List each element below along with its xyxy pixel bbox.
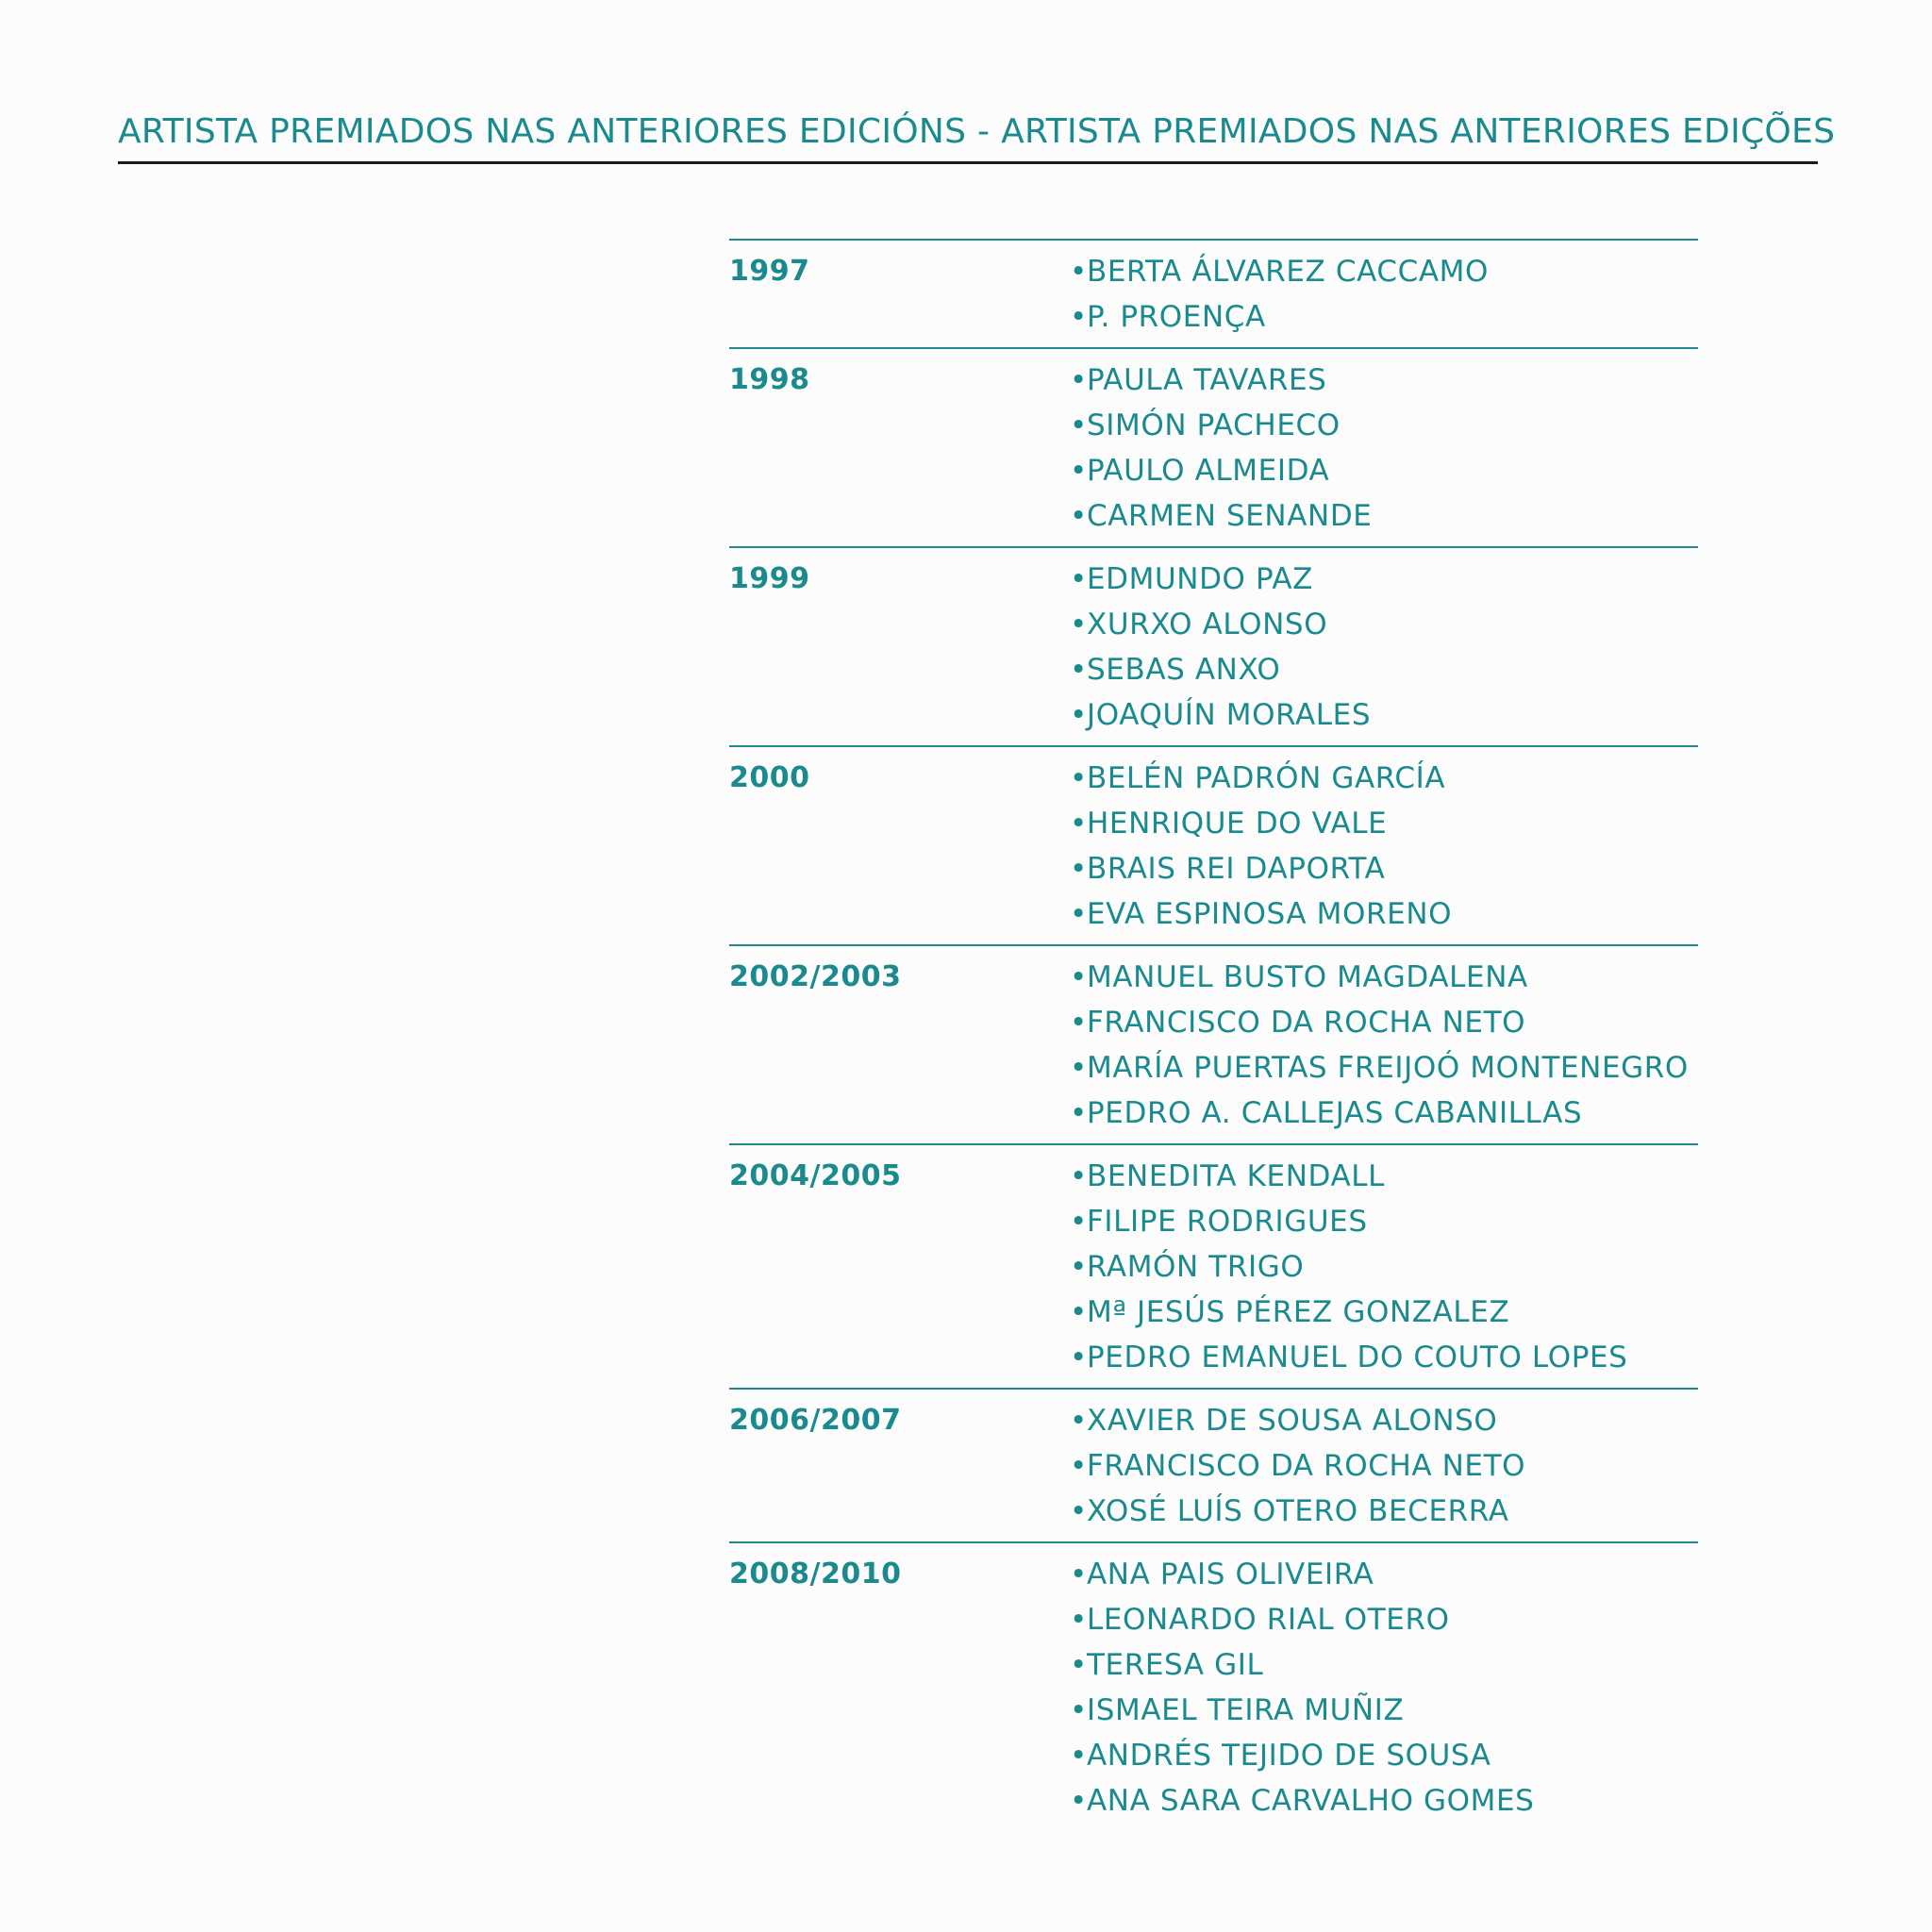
bullet-icon: • [1070, 454, 1088, 488]
artist-name: XOSÉ LUÍS OTERO BECERRA [1087, 1494, 1509, 1528]
artist-item [1070, 358, 1372, 403]
artist-list [1070, 1398, 1525, 1534]
bullet-icon: • [1070, 698, 1088, 732]
title-divider [118, 161, 1818, 164]
artist-item [1070, 294, 1489, 340]
bullet-icon: • [1070, 1603, 1088, 1637]
artist-name: ANDRÉS TEJIDO DE SOUSA [1087, 1739, 1491, 1773]
artist-name: PAULO ALMEIDA [1087, 454, 1330, 488]
artist-item [1070, 1290, 1627, 1335]
artist-list [1070, 1154, 1627, 1380]
artist-name: P. PROENÇA [1087, 300, 1266, 334]
year-label: 2002/2003 [729, 960, 902, 993]
artist-name: JOAQUÍN MORALES [1087, 698, 1372, 732]
artist-name: ISMAEL TEIRA MUÑIZ [1087, 1693, 1405, 1727]
artist-name: BELÉN PADRÓN GARCÍA [1087, 761, 1446, 795]
bullet-icon: • [1070, 1051, 1088, 1085]
bullet-icon: • [1070, 608, 1088, 641]
artist-item [1070, 1154, 1627, 1199]
artist-name: XAVIER DE SOUSA ALONSO [1087, 1404, 1498, 1438]
bullet-icon: • [1070, 1739, 1088, 1773]
artist-name: BENEDITA KENDALL [1087, 1159, 1386, 1193]
year-row [729, 745, 1698, 944]
bullet-icon: • [1070, 1648, 1088, 1682]
artist-item [1070, 891, 1452, 937]
artist-name: PAULA TAVARES [1087, 363, 1327, 397]
artist-name: LEONARDO RIAL OTERO [1087, 1603, 1450, 1637]
year-label: 2006/2007 [729, 1404, 902, 1437]
year-row [729, 239, 1698, 347]
artist-list [1070, 249, 1489, 340]
artist-list [1070, 756, 1452, 937]
artist-list [1070, 955, 1689, 1136]
year-row [729, 347, 1698, 546]
bullet-icon: • [1070, 255, 1088, 289]
artist-item [1070, 1199, 1627, 1244]
artist-item [1070, 846, 1452, 891]
bullet-icon: • [1070, 852, 1088, 886]
year-label: 1998 [729, 363, 810, 396]
year-label: 2008/2010 [729, 1557, 902, 1591]
bullet-icon: • [1070, 408, 1088, 442]
artist-item [1070, 1045, 1689, 1091]
artist-name: BERTA ÁLVAREZ CACCAMO [1087, 255, 1489, 289]
bullet-icon: • [1070, 1250, 1088, 1284]
artist-name: Mª JESÚS PÉREZ GONZALEZ [1087, 1295, 1510, 1329]
artist-item [1070, 1398, 1525, 1443]
year-row [729, 1541, 1698, 1831]
year-label: 2000 [729, 761, 810, 794]
bullet-icon: • [1070, 960, 1088, 994]
artist-name: SIMÓN PACHECO [1087, 408, 1341, 442]
artist-list [1070, 358, 1372, 539]
artist-item [1070, 602, 1371, 647]
artist-item [1070, 493, 1372, 539]
artist-item [1070, 1552, 1534, 1597]
artist-name: TERESA GIL [1087, 1648, 1264, 1682]
bullet-icon: • [1070, 1693, 1088, 1727]
artist-item [1070, 692, 1371, 738]
bullet-icon: • [1070, 1494, 1088, 1528]
bullet-icon: • [1070, 1404, 1088, 1438]
bullet-icon: • [1070, 653, 1088, 687]
bullet-icon: • [1070, 1295, 1088, 1329]
bullet-icon: • [1070, 1341, 1088, 1374]
bullet-icon: • [1070, 1159, 1088, 1193]
artist-list [1070, 1552, 1534, 1824]
artist-item [1070, 403, 1372, 448]
artist-name: HENRIQUE DO VALE [1087, 807, 1388, 841]
year-label: 1999 [729, 562, 810, 595]
artist-item [1070, 1000, 1689, 1045]
artist-name: MANUEL BUSTO MAGDALENA [1087, 960, 1528, 994]
artist-name: SEBAS ANXO [1087, 653, 1281, 687]
artist-item [1070, 557, 1371, 602]
artist-item [1070, 756, 1452, 801]
bullet-icon: • [1070, 1784, 1088, 1818]
artist-name: PEDRO EMANUEL DO COUTO LOPES [1087, 1341, 1628, 1374]
bullet-icon: • [1070, 499, 1088, 533]
artist-name: CARMEN SENANDE [1087, 499, 1373, 533]
artist-name: FRANCISCO DA ROCHA NETO [1087, 1449, 1526, 1483]
bullet-icon: • [1070, 1449, 1088, 1483]
bullet-icon: • [1070, 1205, 1088, 1239]
artist-item [1070, 1778, 1534, 1824]
artist-item [1070, 1642, 1534, 1688]
artist-name: MARÍA PUERTAS FREIJOÓ MONTENEGRO [1087, 1051, 1689, 1085]
artist-name: BRAIS REI DAPORTA [1087, 852, 1386, 886]
artist-item [1070, 801, 1452, 846]
artist-name: FILIPE RODRIGUES [1087, 1205, 1368, 1239]
artist-item [1070, 1688, 1534, 1733]
year-row [729, 944, 1698, 1143]
bullet-icon: • [1070, 807, 1088, 841]
artist-name: FRANCISCO DA ROCHA NETO [1087, 1006, 1526, 1040]
artist-item [1070, 448, 1372, 493]
bullet-icon: • [1070, 1096, 1088, 1130]
artist-item [1070, 1443, 1525, 1489]
artist-name: RAMÓN TRIGO [1087, 1250, 1305, 1284]
artist-item [1070, 1335, 1627, 1380]
artist-name: EDMUNDO PAZ [1087, 562, 1313, 596]
artist-name: XURXO ALONSO [1087, 608, 1328, 641]
bullet-icon: • [1070, 562, 1088, 596]
artist-item [1070, 1489, 1525, 1534]
winners-table [729, 239, 1698, 1831]
bullet-icon: • [1070, 1557, 1088, 1591]
artist-item [1070, 1597, 1534, 1642]
bullet-icon: • [1070, 761, 1088, 795]
artist-name: ANA PAIS OLIVEIRA [1087, 1557, 1374, 1591]
artist-item [1070, 1091, 1689, 1136]
bullet-icon: • [1070, 363, 1088, 397]
bullet-icon: • [1070, 897, 1088, 931]
artist-list [1070, 557, 1371, 738]
year-label: 2004/2005 [729, 1159, 902, 1192]
artist-item [1070, 249, 1489, 294]
artist-name: PEDRO A. CALLEJAS CABANILLAS [1087, 1096, 1583, 1130]
year-row [729, 546, 1698, 745]
artist-name: EVA ESPINOSA MORENO [1087, 897, 1453, 931]
artist-item [1070, 1244, 1627, 1290]
page-title: ARTISTA PREMIADOS NAS ANTERIORES EDICIÓNS - ARTISTA PREMIADOS NAS ANTERIORES EDIÇÕES [118, 112, 1836, 151]
bullet-icon: • [1070, 300, 1088, 334]
year-label: 1997 [729, 255, 810, 288]
artist-item [1070, 955, 1689, 1000]
bullet-icon: • [1070, 1006, 1088, 1040]
artist-name: ANA SARA CARVALHO GOMES [1087, 1784, 1535, 1818]
artist-item [1070, 1733, 1534, 1778]
artist-item [1070, 647, 1371, 692]
year-row [729, 1143, 1698, 1388]
year-row [729, 1388, 1698, 1541]
